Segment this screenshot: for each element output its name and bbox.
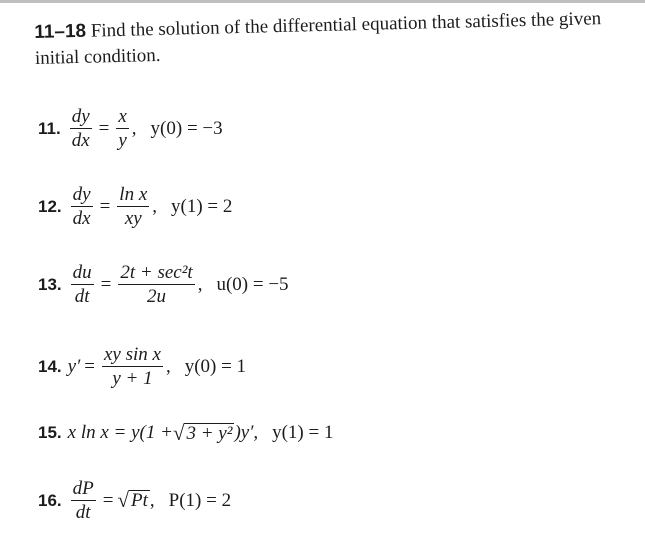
rhs-fraction: [118, 262, 194, 307]
comma: ,: [149, 489, 155, 511]
lhs-derivative: y′: [67, 355, 81, 377]
initial-condition: P(1) = 2: [168, 489, 232, 511]
lhs-fraction: [70, 106, 92, 151]
problem-number: 12.: [38, 196, 62, 216]
problem-15: [38, 422, 333, 444]
problem-number: 14.: [38, 356, 62, 376]
comma: ,: [197, 273, 203, 295]
initial-condition: y(1) = 2: [171, 195, 233, 217]
radicand: 3 + y²: [186, 422, 233, 444]
rhs-denominator: xy: [124, 208, 142, 229]
lhs-fraction: [71, 262, 94, 307]
rhs-numerator: xy sin x: [103, 344, 161, 365]
initial-condition: y(0) = −3: [150, 117, 223, 139]
lhs-denominator: dx: [72, 208, 91, 229]
lhs-numerator: du: [72, 262, 92, 283]
initial-condition: u(0) = −5: [216, 273, 289, 295]
rhs-numerator: ln x: [119, 184, 148, 205]
equals-sign: =: [102, 489, 114, 511]
problem-16: [38, 478, 231, 523]
problem-range: 11–18: [34, 20, 87, 43]
rhs-denominator: y + 1: [112, 368, 153, 389]
lhs-numerator: dy: [72, 184, 91, 205]
lhs-fraction: [71, 184, 93, 229]
radicand: Pt: [131, 490, 148, 511]
comma: ,: [152, 195, 158, 217]
rhs-numerator: 2t + sec²t: [120, 262, 193, 283]
problem-number: 11.: [38, 118, 61, 138]
comma: ,: [165, 355, 171, 377]
lhs-numerator: dP: [72, 478, 94, 499]
section-header: [34, 6, 625, 72]
equals-sign: =: [99, 195, 111, 217]
equation-right: )y′,: [234, 422, 259, 443]
equation-left: x ln x = y(1 +: [67, 422, 173, 443]
problem-12: [38, 184, 232, 229]
rhs-denominator: 2u: [147, 286, 167, 307]
lhs-numerator: dy: [71, 106, 90, 127]
comma: ,: [131, 117, 137, 139]
initial-condition: y(0) = 1: [184, 355, 247, 377]
lhs-denominator: dt: [75, 502, 91, 523]
square-root: [117, 490, 149, 511]
radical-icon: √: [172, 420, 185, 445]
equals-sign: =: [98, 117, 110, 139]
problem-number: 13.: [38, 274, 62, 294]
top-border: [0, 0, 645, 3]
square-root: [172, 420, 234, 445]
radical-icon: √: [117, 488, 129, 512]
equals-sign: =: [84, 355, 95, 377]
problem-13: [38, 262, 289, 307]
lhs-denominator: dt: [74, 286, 90, 307]
problem-number: 16.: [38, 490, 62, 510]
rhs-fraction: [116, 106, 128, 151]
lhs-fraction: [71, 478, 96, 523]
rhs-denominator: y: [118, 130, 127, 151]
problem-number: 15.: [38, 423, 62, 442]
instruction-text: Find the solution of the differential equation that satisfies the given initial condition.: [34, 8, 602, 69]
initial-condition: y(1) = 1: [272, 422, 334, 443]
problem-11: [38, 106, 223, 151]
problem-14: [38, 344, 246, 389]
rhs-numerator: x: [118, 106, 127, 127]
equals-sign: =: [100, 273, 112, 295]
lhs-denominator: dx: [71, 130, 90, 151]
rhs-fraction: [117, 184, 149, 229]
rhs-fraction: [102, 344, 163, 389]
